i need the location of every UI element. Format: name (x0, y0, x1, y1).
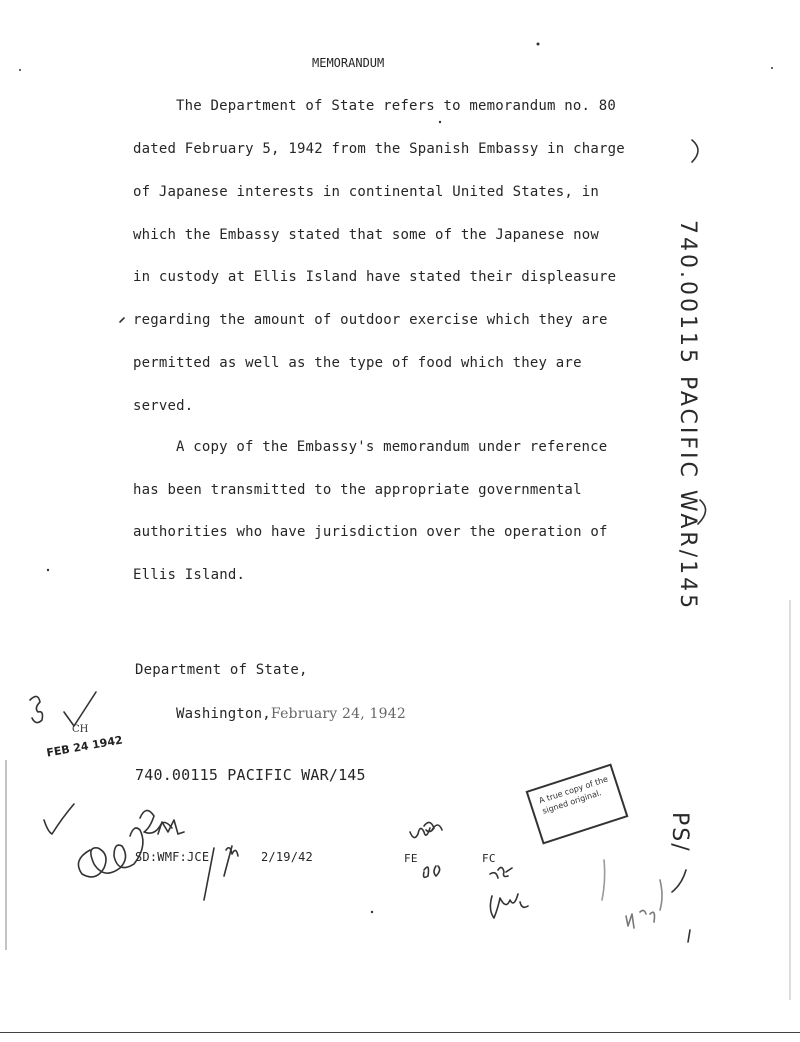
speck (371, 911, 373, 913)
true-copy-text: A true copy of the signed original. (537, 774, 610, 816)
drafting-initials: SD:WMF:JCE (135, 850, 210, 864)
body-line: in custody at Ellis Island have stated their displeasure (133, 269, 617, 285)
speck (47, 569, 49, 571)
initials-scribble (626, 910, 655, 928)
pen-stroke (698, 500, 706, 524)
routing-fc: FC (482, 852, 496, 865)
body-line: which the Embassy stated that some of the Japanese now (133, 227, 599, 243)
body-line: has been transmitted to the appropriate governmental (133, 482, 582, 498)
pen-stroke (660, 880, 662, 910)
initials-scribble (30, 696, 43, 722)
drafting-date: 2/19/42 (261, 850, 313, 864)
side-ps-stamp: PS/ (667, 812, 692, 853)
initials-scribble (410, 822, 442, 837)
pen-stroke (688, 930, 690, 942)
memo-title: MEMORANDUM (312, 56, 385, 70)
signature-place: Washington, (176, 706, 271, 722)
file-number: 740.00115 PACIFIC WAR/145 (135, 766, 366, 784)
body-line: authorities who have jurisdiction over the operation of (133, 524, 608, 540)
initials-scribble (490, 894, 528, 918)
pen-stroke (204, 848, 214, 900)
page-bottom-edge (0, 1032, 800, 1033)
body-line: A copy of the Embassy's memorandum under reference (176, 439, 608, 455)
signature-scribble (78, 828, 142, 877)
checkmark-icon (64, 692, 96, 726)
speck (537, 43, 540, 46)
received-date-stamp: FEB 24 1942 (45, 733, 124, 760)
initials-scribble (490, 867, 512, 878)
signature-scribble (158, 820, 184, 834)
body-line: The Department of State refers to memorandum no. 80 (176, 98, 617, 114)
body-line: of Japanese interests in continental United States, in (133, 184, 599, 200)
body-line: Ellis Island. (133, 567, 246, 583)
speck (439, 121, 441, 123)
speck (771, 67, 773, 69)
side-file-number-stamp: 740.00115 PACIFIC WAR/145 (675, 220, 700, 612)
checkmark-initial: CH (72, 724, 89, 735)
pen-stroke (602, 860, 605, 900)
initials-scribble (424, 866, 440, 877)
signature-date: February 24, 1942 (270, 706, 406, 722)
signature-department: Department of State, (135, 662, 308, 678)
pen-stroke (672, 870, 686, 892)
body-line: served. (133, 398, 194, 414)
body-line: dated February 5, 1942 from the Spanish Embassy in charge (133, 141, 625, 157)
speck (19, 69, 21, 71)
body-line: regarding the amount of outdoor exercise which they are (133, 312, 608, 328)
body-line: permitted as well as the type of food which they are (133, 355, 582, 371)
routing-fe: FE (404, 852, 418, 865)
checkmark-icon (44, 804, 74, 834)
pen-stroke (120, 318, 124, 322)
pen-stroke (692, 140, 698, 162)
